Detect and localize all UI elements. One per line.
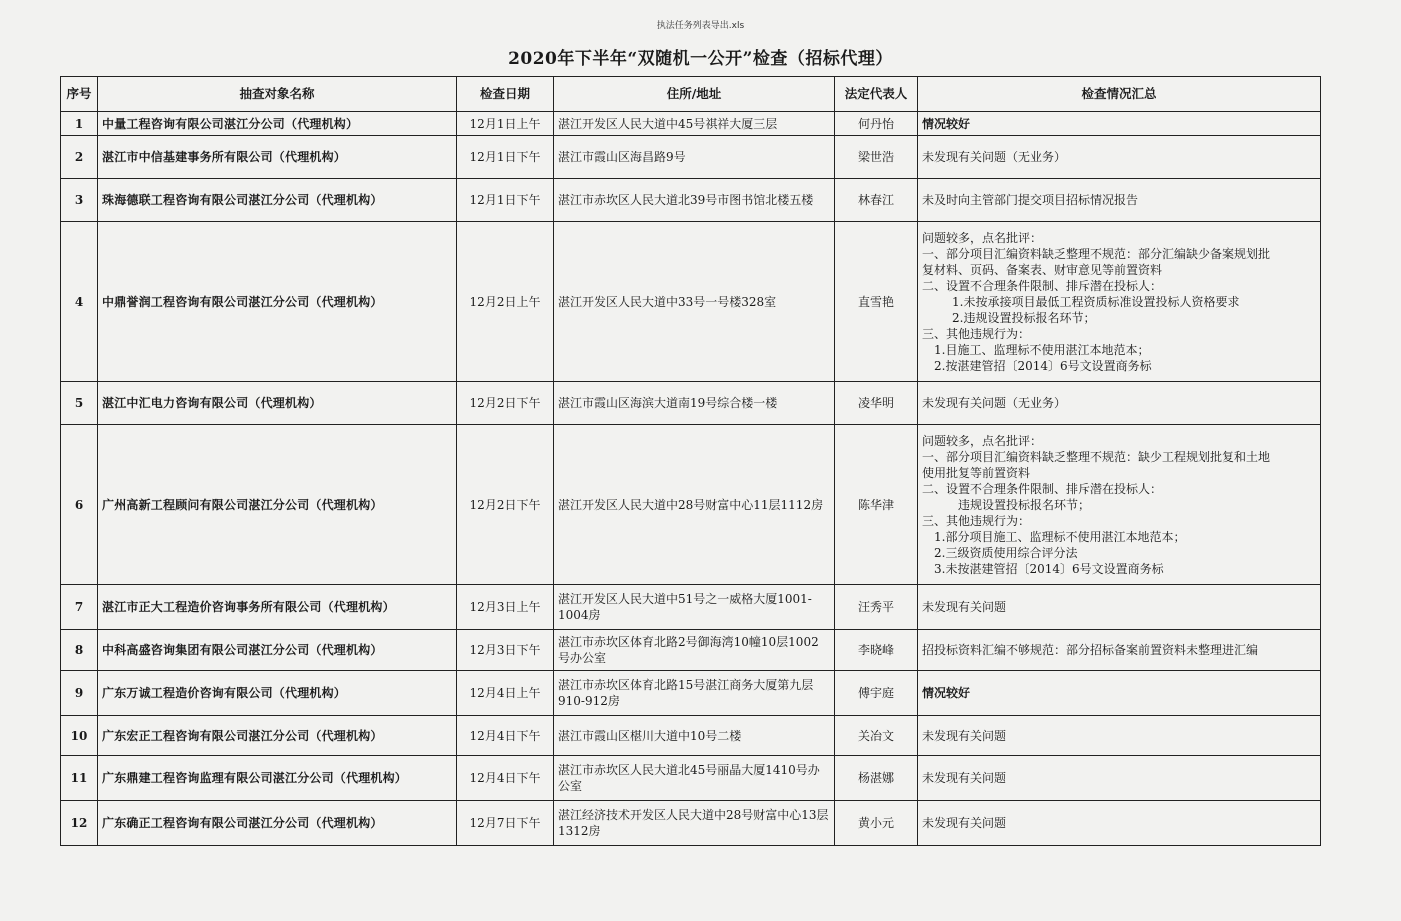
legal-representative: 凌华明 xyxy=(835,382,918,425)
summary-line: 情况较好 xyxy=(922,686,971,700)
table-row xyxy=(61,179,1321,222)
inspection-date: 12月4日下午 xyxy=(457,756,554,801)
legal-representative: 傅宇庭 xyxy=(835,671,918,716)
table-row xyxy=(61,756,1321,801)
inspection-summary xyxy=(918,671,1321,716)
header-summary: 检查情况汇总 xyxy=(918,77,1321,112)
summary-line: 3.未按湛建管招〔2014〕6号文设置商务标 xyxy=(934,561,1164,576)
row-number: 1 xyxy=(61,112,98,136)
file-name-header: 执法任务列表导出.xls xyxy=(656,21,745,31)
inspection-date: 12月4日上午 xyxy=(457,671,554,716)
address: 湛江市霞山区海昌路9号 xyxy=(554,136,835,179)
company-name: 中科高盛咨询集团有限公司湛江分公司（代理机构） xyxy=(98,630,457,671)
legal-representative: 关冶文 xyxy=(835,716,918,756)
inspection-date: 12月1日下午 xyxy=(457,179,554,222)
legal-representative: 林春江 xyxy=(835,179,918,222)
summary-line: 1.目施工、监理标不使用湛江本地范本； xyxy=(934,342,1150,357)
header-name: 抽查对象名称 xyxy=(98,77,457,112)
address: 湛江市赤坎区人民大道北45号丽晶大厦1410号办公室 xyxy=(554,756,835,801)
inspection-summary xyxy=(918,585,1321,630)
row-number: 3 xyxy=(61,179,98,222)
address: 湛江市赤坎区体育北路2号御海湾10幢10层1002号办公室 xyxy=(554,630,835,671)
summary-line: 三、其他违规行为： xyxy=(922,326,1031,341)
header-date: 检查日期 xyxy=(457,77,554,112)
summary-line: 1.部分项目施工、监理标不使用湛江本地范本； xyxy=(934,529,1186,544)
summary-line: 招投标资料汇编不够规范：部分招标备案前置资料未整理进汇编 xyxy=(922,643,1259,657)
address: 湛江开发区人民大道中28号财富中心11层1112房 xyxy=(554,425,835,585)
address: 湛江市赤坎区人民大道北39号市图书馆北楼五楼 xyxy=(554,179,835,222)
row-number: 12 xyxy=(61,801,98,846)
table-row xyxy=(61,716,1321,756)
summary-line: 2.三级资质使用综合评分法 xyxy=(934,545,1078,560)
table-header-row xyxy=(61,77,1321,112)
address: 湛江经济技术开发区人民大道中28号财富中心13层1312房 xyxy=(554,801,835,846)
summary-line: 三、其他违规行为： xyxy=(922,513,1031,528)
table-row xyxy=(61,222,1321,382)
inspection-summary xyxy=(918,801,1321,846)
address: 湛江开发区人民大道中51号之一威格大厦1001-1004房 xyxy=(554,585,835,630)
summary-line: 一、部分项目汇编资料缺乏整理不规范：部分汇编缺少备案规划批 xyxy=(922,246,1271,261)
summary-line: 2.违规设置投标报名环节； xyxy=(952,310,1096,325)
table-row xyxy=(61,136,1321,179)
address: 湛江开发区人民大道中45号祺祥大厦三层 xyxy=(554,112,835,136)
legal-representative: 陈华津 xyxy=(835,425,918,585)
legal-representative: 梁世浩 xyxy=(835,136,918,179)
company-name: 中量工程咨询有限公司湛江分公司（代理机构） xyxy=(98,112,457,136)
inspection-date: 12月4日下午 xyxy=(457,716,554,756)
summary-line: 未及时向主管部门提交项目招标情况报告 xyxy=(922,193,1139,207)
summary-line: 未发现有关问题 xyxy=(922,600,1007,614)
company-name: 珠海德联工程咨询有限公司湛江分公司（代理机构） xyxy=(98,179,457,222)
summary-line: 二、设置不合理条件限制、排斥潜在投标人： xyxy=(922,278,1163,293)
company-name: 湛江中汇电力咨询有限公司（代理机构） xyxy=(98,382,457,425)
inspection-summary xyxy=(918,382,1321,425)
inspection-date: 12月3日下午 xyxy=(457,630,554,671)
table-row xyxy=(61,425,1321,585)
company-name: 广州高新工程顾问有限公司湛江分公司（代理机构） xyxy=(98,425,457,585)
summary-line: 违规设置投标报名环节； xyxy=(958,497,1091,512)
table-row xyxy=(61,585,1321,630)
inspection-date: 12月2日下午 xyxy=(457,425,554,585)
inspection-summary xyxy=(918,136,1321,179)
summary-line: 二、设置不合理条件限制、排斥潜在投标人： xyxy=(922,481,1163,496)
summary-line: 情况较好 xyxy=(922,116,971,131)
summary-line: 1.未按承接项目最低工程资质标准设置投标人资格要求 xyxy=(952,294,1240,309)
row-number: 9 xyxy=(61,671,98,716)
address: 湛江开发区人民大道中33号一号楼328室 xyxy=(554,222,835,382)
row-number: 8 xyxy=(61,630,98,671)
inspection-summary xyxy=(918,425,1321,585)
company-name: 广东宏正工程咨询有限公司湛江分公司（代理机构） xyxy=(98,716,457,756)
company-name: 湛江市正大工程造价咨询事务所有限公司（代理机构） xyxy=(98,585,457,630)
legal-representative: 何丹怡 xyxy=(835,112,918,136)
header-rep: 法定代表人 xyxy=(835,77,918,112)
address: 湛江市赤坎区体育北路15号湛江商务大厦第九层910-912房 xyxy=(554,671,835,716)
summary-line: 未发现有关问题（无业务） xyxy=(922,396,1067,410)
address: 湛江市霞山区椹川大道中10号二楼 xyxy=(554,716,835,756)
legal-representative: 直雪艳 xyxy=(835,222,918,382)
legal-representative: 杨湛娜 xyxy=(835,756,918,801)
row-number: 4 xyxy=(61,222,98,382)
address: 湛江市霞山区海滨大道南19号综合楼一楼 xyxy=(554,382,835,425)
inspection-date: 12月3日上午 xyxy=(457,585,554,630)
summary-line: 一、部分项目汇编资料缺乏整理不规范：缺少工程规划批复和土地 xyxy=(922,449,1271,464)
summary-line: 使用批复等前置资料 xyxy=(922,465,1031,480)
inspection-date: 12月1日下午 xyxy=(457,136,554,179)
company-name: 广东鼎建工程咨询监理有限公司湛江分公司（代理机构） xyxy=(98,756,457,801)
row-number: 7 xyxy=(61,585,98,630)
document-title: 2020年下半年“双随机一公开”检查（招标代理） xyxy=(508,49,893,69)
summary-line: 未发现有关问题 xyxy=(922,728,1007,743)
summary-line: 未发现有关问题 xyxy=(922,771,1007,785)
summary-line: 问题较多，点名批评： xyxy=(922,230,1043,245)
table-row xyxy=(61,112,1321,136)
row-number: 2 xyxy=(61,136,98,179)
header-no: 序号 xyxy=(61,77,98,112)
summary-line: 问题较多，点名批评： xyxy=(922,433,1043,448)
company-name: 中鼎誉润工程咨询有限公司湛江分公司（代理机构） xyxy=(98,222,457,382)
row-number: 5 xyxy=(61,382,98,425)
legal-representative: 汪秀平 xyxy=(835,585,918,630)
inspection-summary xyxy=(918,716,1321,756)
summary-line: 复材料、页码、备案表、财审意见等前置资料 xyxy=(922,262,1163,277)
inspection-summary xyxy=(918,179,1321,222)
company-name: 广东万诚工程造价咨询有限公司（代理机构） xyxy=(98,671,457,716)
legal-representative: 李晓峰 xyxy=(835,630,918,671)
inspection-date: 12月2日下午 xyxy=(457,382,554,425)
inspection-summary xyxy=(918,756,1321,801)
summary-line: 未发现有关问题 xyxy=(922,816,1007,830)
row-number: 10 xyxy=(61,716,98,756)
inspection-date: 12月7日下午 xyxy=(457,801,554,846)
row-number: 6 xyxy=(61,425,98,585)
company-name: 广东确正工程咨询有限公司湛江分公司（代理机构） xyxy=(98,801,457,846)
inspection-date: 12月2日上午 xyxy=(457,222,554,382)
summary-line: 未发现有关问题（无业务） xyxy=(922,150,1067,164)
summary-line: 2.按湛建管招〔2014〕6号文设置商务标 xyxy=(934,358,1152,373)
table-row xyxy=(61,382,1321,425)
inspection-summary xyxy=(918,222,1321,382)
table-row xyxy=(61,801,1321,846)
inspection-summary xyxy=(918,112,1321,136)
inspection-summary xyxy=(918,630,1321,671)
company-name: 湛江市中信基建事务所有限公司（代理机构） xyxy=(98,136,457,179)
table-row xyxy=(61,671,1321,716)
row-number: 11 xyxy=(61,756,98,801)
table-row xyxy=(61,630,1321,671)
header-address: 住所/地址 xyxy=(554,77,835,112)
inspection-date: 12月1日上午 xyxy=(457,112,554,136)
legal-representative: 黄小元 xyxy=(835,801,918,846)
inspection-table xyxy=(60,76,1321,846)
